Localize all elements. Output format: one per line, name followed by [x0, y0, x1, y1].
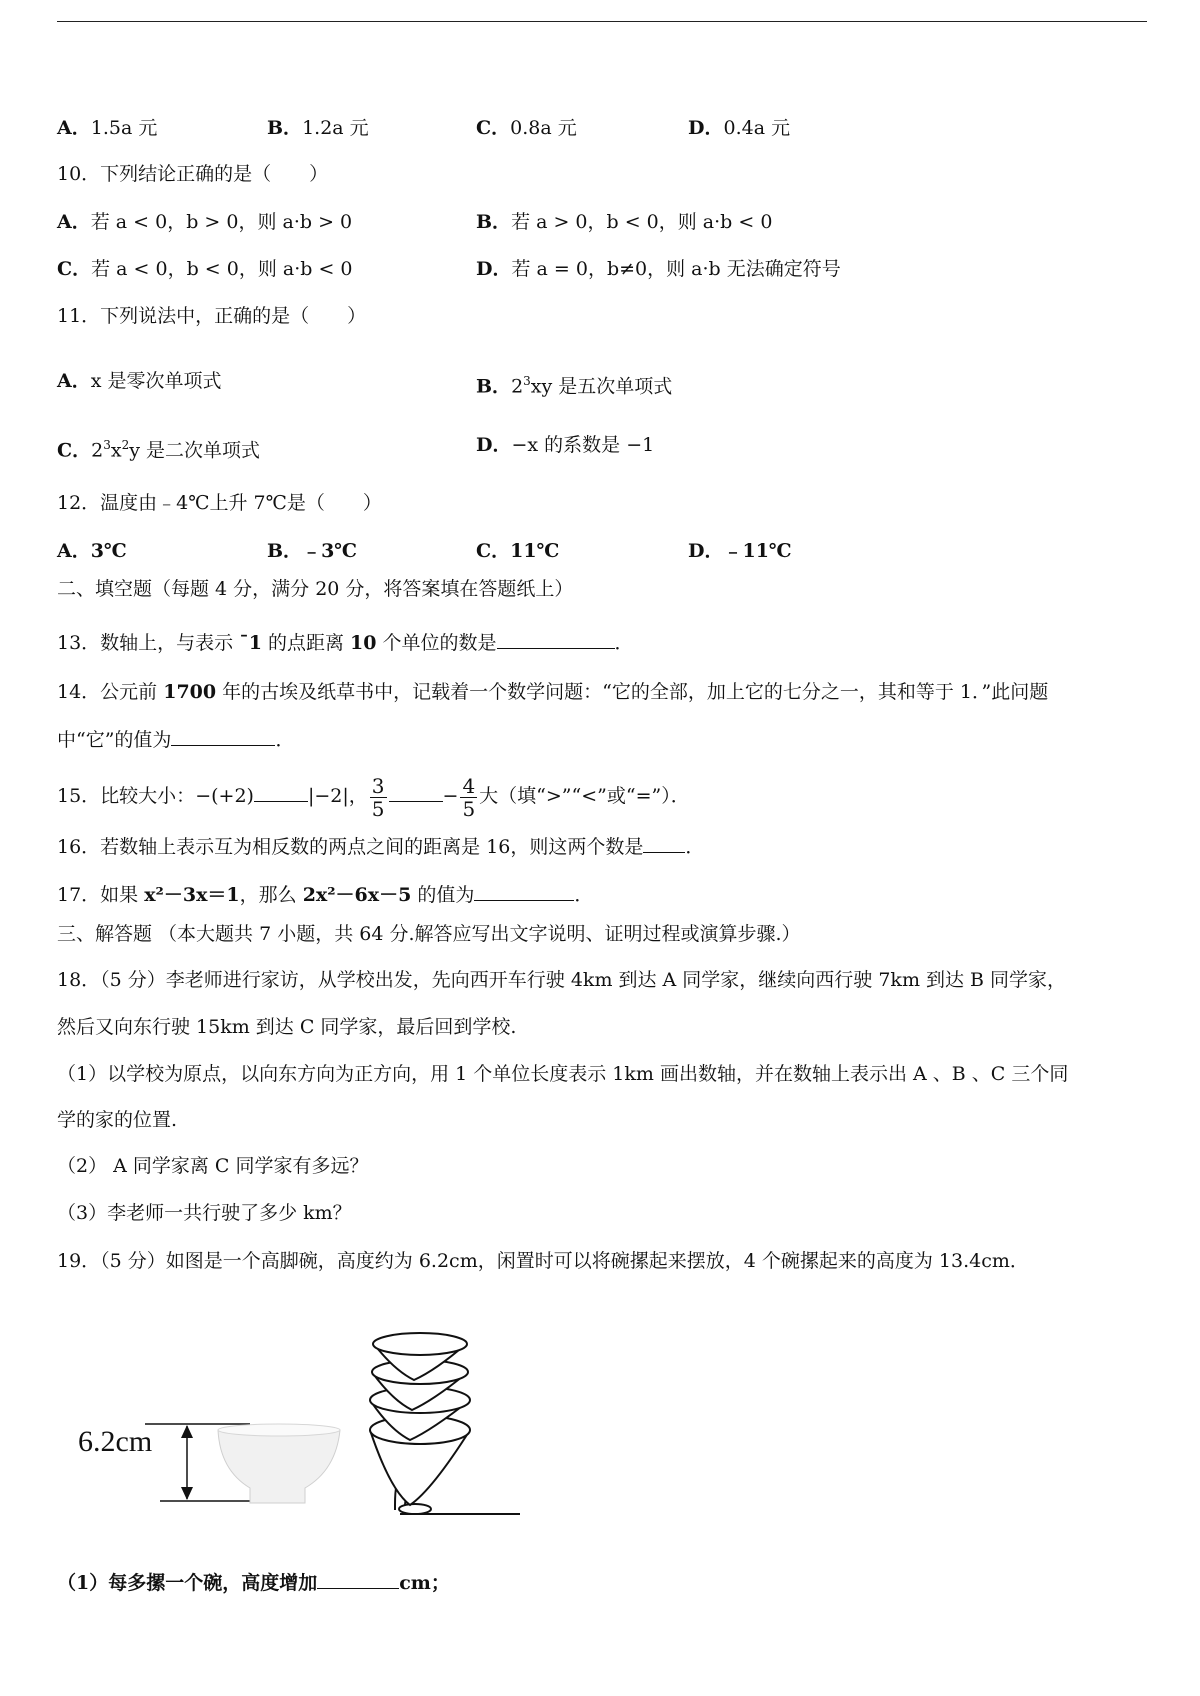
option-label: B．	[267, 540, 303, 562]
bowl-rim-1	[373, 1333, 467, 1355]
q13-text: 的点距离	[261, 632, 351, 654]
q16-text: 16．若数轴上表示互为相反数的两点之间的距离是 16，则这两个数是	[57, 836, 644, 858]
q15	[57, 768, 690, 824]
q14-text: 年的古埃及纸草书中，记载着一个数学问题：“它的全部，加上它的七分之一，其和等于 1．”此问题	[216, 681, 1049, 703]
numerator: 3	[371, 773, 385, 798]
q11-option-d[interactable]	[476, 433, 654, 457]
q15-expression: |−2|	[307, 785, 349, 807]
option-label: A．	[57, 117, 91, 139]
q14-text: 中“它”的值为	[57, 729, 172, 751]
q13-number: 10	[350, 632, 377, 654]
fraction	[460, 775, 477, 820]
option-text: ﹣3℃	[302, 540, 358, 562]
option-label: D．	[476, 258, 512, 280]
answer-blank[interactable]	[643, 834, 685, 853]
option-label: C．	[476, 540, 511, 562]
option-label: B．	[476, 375, 512, 398]
option-label: A．	[57, 211, 91, 233]
denominator: 5	[371, 796, 385, 821]
option-text: 2	[511, 375, 524, 398]
q9-option-d[interactable]	[688, 116, 790, 140]
option-text: 若 a > 0，b < 0，则 a·b < 0	[511, 211, 773, 233]
q15-text: ，	[348, 785, 368, 807]
denominator: 5	[462, 796, 476, 821]
option-text: 11℃	[510, 540, 560, 562]
option-text: xy 是五次单项式	[530, 375, 673, 398]
option-text: 1.2a 元	[302, 117, 369, 139]
option-label: A．	[57, 370, 91, 392]
q13-text: 个单位的数是	[376, 632, 497, 654]
bowl-rim	[218, 1424, 340, 1436]
bowl-foot	[399, 1504, 431, 1514]
bowl-figure	[140, 1320, 520, 1520]
answer-blank[interactable]	[474, 882, 574, 901]
option-label: C．	[57, 439, 92, 462]
q12-option-d[interactable]	[688, 539, 792, 563]
q9-option-c[interactable]	[476, 116, 577, 140]
exponent: 3	[103, 438, 111, 452]
option-text: 0.8a 元	[510, 117, 577, 139]
q17-expression: 2x²－6x－5	[302, 884, 412, 906]
option-text: 若 a = 0，b≠0，则 a·b 无法确定符号	[511, 258, 841, 280]
option-label: C．	[476, 117, 511, 139]
q17-text: 17．如果	[57, 884, 145, 906]
q18-part2: （2） A 同学家离 C 同学家有多远？	[57, 1155, 369, 1177]
fraction	[370, 775, 387, 820]
q18-part1-line2: 学的家的位置.	[57, 1109, 178, 1131]
q10-option-b[interactable]	[476, 210, 772, 234]
q17-text: ，那么	[239, 884, 303, 906]
option-label: B．	[476, 211, 512, 233]
q18-line2: 然后又向东行驶 15km 到达 C 同学家，最后回到学校.	[57, 1016, 517, 1038]
minus-sign: −	[442, 785, 459, 807]
answer-blank[interactable]	[317, 1570, 399, 1589]
option-label: D．	[688, 117, 724, 139]
q14-text: 14．公元前	[57, 681, 164, 703]
option-label: D．	[476, 434, 512, 456]
option-text: 3℃	[90, 540, 127, 562]
option-text: ﹣11℃	[723, 540, 792, 562]
q10-option-a[interactable]	[57, 210, 352, 234]
q11-option-a[interactable]	[57, 369, 222, 393]
q17-text: ．	[574, 884, 594, 906]
q12-option-a[interactable]	[57, 539, 127, 563]
q18-line1: 18．（5 分）李老师进行家访，从学校出发，先向西开车行驶 4km 到达 A 同学家，继续向西行驶 7km 到达 B 同学家，	[57, 969, 1067, 991]
section-heading-fill-in: 二、填空题（每题 4 分，满分 20 分，将答案填在答题纸上）	[57, 578, 574, 600]
answer-blank[interactable]	[389, 783, 443, 802]
q13	[57, 630, 634, 655]
option-text: x 是零次单项式	[90, 370, 222, 392]
option-label: A．	[57, 540, 91, 562]
q10-option-c[interactable]	[57, 257, 353, 281]
answer-blank[interactable]	[171, 727, 275, 746]
q15-text: 大（填“>”“<”或“=”）．	[479, 785, 690, 807]
q9-option-a[interactable]	[57, 116, 157, 140]
option-label: D．	[688, 540, 724, 562]
option-text: 若 a < 0，b > 0，则 a·b > 0	[90, 211, 353, 233]
option-text: x	[110, 439, 122, 462]
option-text: 0.4a 元	[723, 117, 791, 139]
q13-number: ˉ1	[239, 632, 262, 654]
q15-expression: −(+2)	[195, 785, 254, 807]
q18-part1-line1: （1）以学校为原点，以向东方向为正方向，用 1 个单位长度表示 1km 画出数轴，并在数轴上表示出 A 、B 、C 三个同	[57, 1063, 1069, 1085]
q19-part1	[57, 1570, 450, 1595]
bowl-photo	[218, 1425, 340, 1503]
q19-text: （1）每多摞一个碗，高度增加	[57, 1572, 318, 1594]
q14-year: 1700	[163, 681, 217, 703]
option-label: B．	[267, 117, 303, 139]
q15-text: 15．比较大小：	[57, 785, 196, 807]
answer-blank[interactable]	[254, 783, 308, 802]
numerator: 4	[462, 773, 476, 798]
section-heading-solutions: 三、解答题 （本大题共 7 小题，共 64 分.解答应写出文字说明、证明过程或演算步骤.）	[57, 923, 801, 945]
q14-line2	[57, 727, 294, 752]
q19-text: cm；	[399, 1572, 450, 1594]
q11-option-c[interactable]	[57, 433, 260, 462]
q18-part3: （3）李老师一共行驶了多少 km？	[57, 1202, 352, 1224]
q16	[57, 834, 704, 859]
bowl-height-label: 6.2cm	[78, 1425, 153, 1458]
q10-stem: 10．下列结论正确的是（ ）	[57, 163, 329, 185]
q16-text: ．	[685, 836, 705, 858]
option-text: −x 的系数是 −1	[511, 434, 655, 456]
option-text: 若 a < 0，b < 0，则 a·b < 0	[91, 258, 353, 280]
answer-blank[interactable]	[497, 630, 615, 649]
q14-text: ．	[275, 729, 295, 751]
exponent: 2	[121, 438, 130, 452]
q17	[57, 882, 593, 907]
q12-option-b[interactable]	[267, 539, 357, 563]
option-text: y 是二次单项式	[129, 439, 260, 462]
option-text: 2	[91, 439, 104, 462]
q12-option-c[interactable]	[476, 539, 559, 563]
arrow-down-icon	[181, 1487, 193, 1500]
header-rule	[57, 21, 1147, 22]
q17-equation: x²－3x＝1	[144, 884, 240, 906]
q17-text: 的值为	[411, 884, 475, 906]
arrow-up-icon	[181, 1425, 193, 1438]
option-label: C．	[57, 258, 92, 280]
q10-option-d[interactable]	[476, 257, 841, 281]
option-text: 1.5a 元	[90, 117, 158, 139]
q9-option-b[interactable]	[267, 116, 369, 140]
q19-stem: 19．（5 分）如图是一个高脚碗，高度约为 6.2cm，闲置时可以将碗摞起来摆放，4 个碗摞起来的高度为 13.4cm．	[57, 1250, 1029, 1272]
q11-option-b[interactable]	[476, 369, 672, 398]
q12-stem: 12．温度由﹣4℃上升 7℃是（ ）	[57, 492, 382, 514]
exponent: 3	[523, 374, 531, 388]
q13-text: ．	[614, 632, 634, 654]
q13-text: 13．数轴上，与表示	[57, 632, 240, 654]
q14-line1	[57, 680, 1048, 704]
stacked-bowls-drawing	[370, 1333, 520, 1514]
q11-stem: 11．下列说法中，正确的是（ ）	[57, 305, 367, 327]
